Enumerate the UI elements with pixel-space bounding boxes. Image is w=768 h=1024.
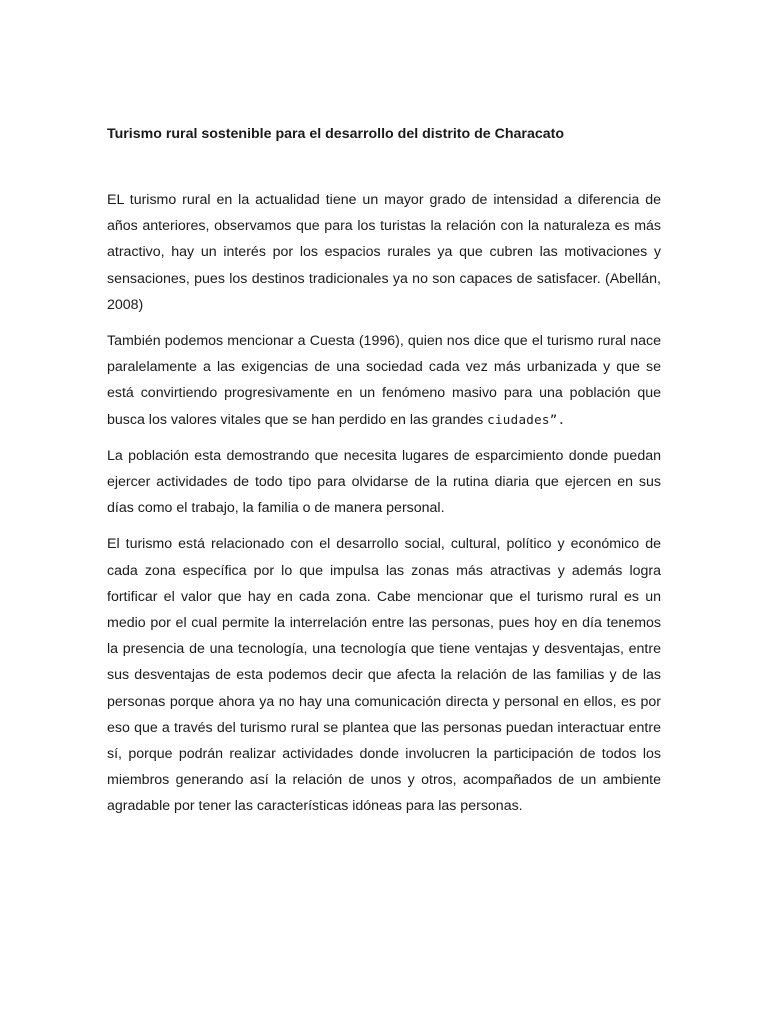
paragraph-4 bbox=[107, 531, 661, 819]
document-title: Turismo rural sostenible para el desarrollo del distrito de Characato bbox=[107, 126, 565, 142]
paragraph-2-text: También podemos mencionar a Cuesta (1996), quien nos dice que el turismo rural nace paralelamente a las exigencias de una sociedad cada vez más urbanizada y que se está convirtiendo progresivamente en un fenómeno masivo para una población que busca los valores vitales que se han perdido en las grandes bbox=[107, 333, 661, 428]
paragraph-2 bbox=[107, 328, 661, 433]
document-page bbox=[107, 124, 661, 830]
paragraph-4-text: El turismo está relacionado con el desarrollo social, cultural, político y económico de cada zona específica por lo que impulsa las zonas más atractivas y además logra fortificar el valor que hay en cada zona. Cabe mencionar que el turismo rural es un medio por el cual permite la interrelación entre las personas, pues hoy en día tenemos la presencia de una tecnología, una tecnología que tiene ventajas y desventajas, entre sus desventajas de esta podemos decir que afecta la relación de las familias y de las personas porque ahora ya no hay una comunicación directa y personal en ellos, es por eso que a través del turismo rural se plantea que las personas puedan interactuar entre sí, porque podrán realizar actividades donde involucren la participación de todos los miembros generando así la relación de unos y otros, acompañados de un ambiente agradable por tener las características idóneas para las personas. bbox=[107, 536, 661, 815]
paragraph-2-tail: ciudades”. bbox=[487, 411, 566, 427]
paragraph-3-text: La población esta demostrando que necesita lugares de esparcimiento donde puedan ejercer actividades de todo tipo para olvidarse de la rutina diaria que ejercen en sus días como el trabajo, la familia o de manera personal. bbox=[107, 447, 661, 517]
paragraph-1 bbox=[107, 187, 661, 318]
paragraph-1-text: EL turismo rural en la actualidad tiene un mayor grado de intensidad a diferencia de años anteriores, observamos que para los turistas la relación con la naturaleza es más atractivo, hay un interés por los espacios rurales ya que cubren las motivaciones y sensaciones, pues los destinos tradicionales ya no son capaces de satisfacer. (Abellán, 2008) bbox=[107, 192, 661, 313]
paragraph-3 bbox=[107, 443, 661, 522]
